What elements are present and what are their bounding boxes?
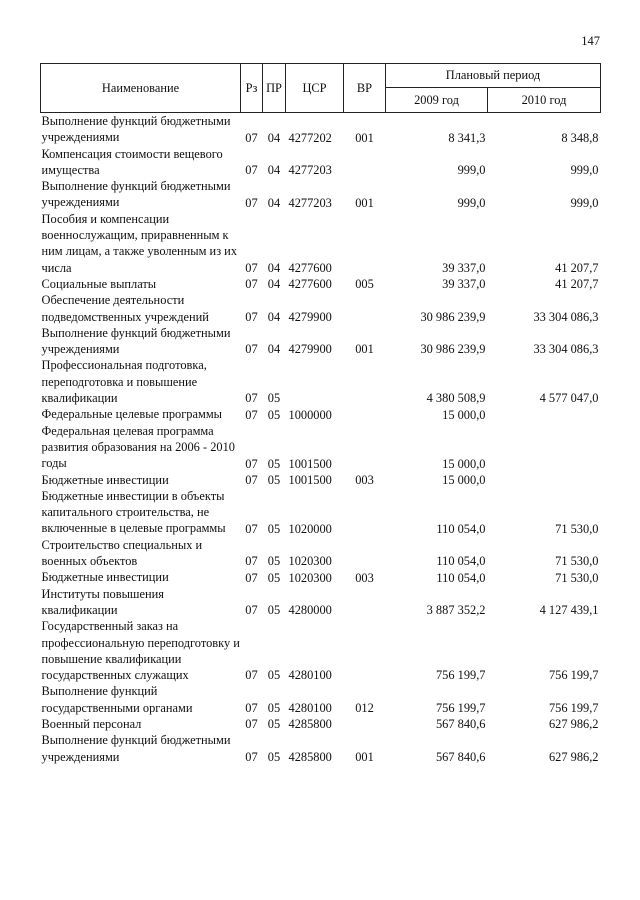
table-row (41, 488, 601, 537)
row-name: Государственный заказ на профессиональную переподготовку и повышение квалификации государственных служащих (41, 619, 240, 683)
header-planned-period: Плановый период (386, 64, 601, 88)
row-name: Социальные выплаты (41, 276, 157, 291)
row-name: Федеральные целевые программы (41, 407, 223, 422)
row-value-2009: 15 000,0 (442, 407, 486, 422)
header-pr: ПР (263, 64, 286, 113)
row-vr: 003 (355, 472, 374, 487)
row-vr (344, 488, 386, 537)
page-number: 147 (581, 34, 600, 48)
row-rz: 07 (245, 391, 258, 406)
row-name: Бюджетные инвестиции в объекты капитального строительства, не включенные в целевые программы (41, 488, 226, 536)
row-rz: 07 (245, 130, 258, 145)
row-pr: 05 (267, 391, 281, 406)
row-pr: 04 (267, 342, 281, 357)
row-pr: 04 (267, 309, 281, 324)
row-name: Выполнение функций государственными органами (41, 684, 193, 715)
row-value-2010: 41 207,7 (555, 260, 599, 275)
row-value-2010: 71 530,0 (555, 554, 599, 569)
table-row (41, 472, 601, 488)
row-vr (344, 423, 386, 472)
row-rz: 07 (245, 195, 258, 210)
header-rz: Рз (241, 64, 263, 113)
row-rz: 07 (245, 163, 258, 178)
table-row (41, 683, 601, 716)
row-vr (344, 716, 386, 732)
row-pr: 05 (267, 603, 281, 618)
row-csr: 4285800 (288, 717, 332, 732)
row-rz: 07 (245, 407, 258, 422)
row-csr: 4277203 (288, 163, 332, 178)
row-value-2009: 110 054,0 (436, 521, 486, 536)
row-value-2009: 567 840,6 (435, 749, 486, 764)
row-value-2010: 33 304 086,3 (533, 309, 599, 324)
table-row (41, 113, 601, 146)
row-csr: 4277600 (288, 260, 332, 275)
row-pr: 05 (267, 521, 281, 536)
row-name: Выполнение функций бюджетными учреждениями (41, 114, 231, 145)
row-value-2009: 30 986 239,9 (420, 309, 486, 324)
row-csr: 4280100 (288, 700, 332, 715)
row-csr: 4285800 (288, 749, 332, 764)
table-row (41, 406, 601, 422)
row-rz: 07 (245, 570, 258, 585)
row-csr: 4279900 (288, 342, 332, 357)
row-name: Институты повышения квалификации (41, 586, 164, 617)
row-pr: 05 (267, 554, 281, 569)
row-pr: 05 (267, 668, 281, 683)
row-name: Обеспечение деятельности подведомственных учреждений (41, 293, 209, 324)
row-rz: 07 (245, 342, 258, 357)
row-value-2009: 3 887 352,2 (426, 603, 486, 618)
row-value-2009: 110 054,0 (436, 554, 486, 569)
table-row (41, 732, 601, 765)
row-value-2009: 8 341,3 (448, 130, 486, 145)
row-rz: 07 (245, 521, 258, 536)
row-csr: 1020300 (288, 554, 332, 569)
row-value-2010: 41 207,7 (555, 277, 599, 292)
row-name: Бюджетные инвестиции (41, 570, 169, 585)
table-row (41, 569, 601, 585)
row-pr: 05 (267, 717, 281, 732)
row-value-2010: 999,0 (570, 195, 599, 210)
row-value-2010: 71 530,0 (555, 521, 599, 536)
row-vr: 001 (355, 342, 374, 357)
row-csr: 4277203 (288, 195, 332, 210)
row-value-2010: 627 986,2 (548, 717, 599, 732)
row-value-2010: 4 577 047,0 (539, 391, 599, 406)
row-vr: 001 (355, 749, 374, 764)
row-csr: 4279900 (288, 309, 332, 324)
row-rz: 07 (245, 554, 258, 569)
row-name: Выполнение функций бюджетными учреждениями (41, 733, 231, 764)
header-csr: ЦСР (286, 64, 344, 113)
header-name: Наименование (41, 64, 241, 113)
row-value-2009: 15 000,0 (442, 472, 486, 487)
row-vr (344, 618, 386, 683)
row-value-2010 (488, 423, 601, 472)
row-vr (344, 211, 386, 276)
header-vr: ВР (344, 64, 386, 113)
row-pr: 04 (267, 163, 281, 178)
row-vr (344, 146, 386, 179)
row-vr (344, 406, 386, 422)
row-csr: 1020000 (288, 521, 332, 536)
row-pr: 04 (267, 260, 281, 275)
row-name: Пособия и компенсации военнослужащим, приравненным к ним лицам, а также уволенным из их числа (41, 211, 238, 275)
row-vr: 012 (355, 700, 374, 715)
row-csr: 1001500 (288, 456, 332, 471)
row-value-2009: 999,0 (457, 195, 486, 210)
row-value-2009: 39 337,0 (442, 260, 486, 275)
row-pr: 04 (267, 195, 281, 210)
table-row (41, 537, 601, 570)
row-vr (344, 586, 386, 619)
row-csr: 4280100 (288, 668, 332, 683)
table-row (41, 325, 601, 358)
row-value-2009: 39 337,0 (442, 277, 486, 292)
header-year-2009: 2009 год (386, 88, 488, 113)
row-vr (344, 357, 386, 406)
row-value-2009: 110 054,0 (436, 570, 486, 585)
row-vr: 001 (355, 195, 374, 210)
row-name: Федеральная целевая программа развития образования на 2006 - 2010 годы (41, 423, 235, 471)
table-row (41, 423, 601, 472)
row-value-2010: 627 986,2 (548, 749, 599, 764)
row-rz: 07 (245, 668, 258, 683)
row-pr: 05 (267, 570, 281, 585)
row-value-2010: 71 530,0 (555, 570, 599, 585)
row-vr: 005 (355, 277, 374, 292)
row-csr: 4280000 (288, 603, 332, 618)
table-row (41, 146, 601, 179)
budget-table (40, 63, 601, 765)
row-value-2009: 15 000,0 (442, 456, 486, 471)
row-name: Компенсация стоимости вещевого имущества (41, 146, 223, 177)
row-rz: 07 (245, 717, 258, 732)
row-rz: 07 (245, 749, 258, 764)
row-name: Военный персонал (41, 716, 142, 731)
row-value-2009: 999,0 (457, 163, 486, 178)
table-row (41, 586, 601, 619)
row-value-2010: 999,0 (570, 163, 599, 178)
row-name: Профессиональная подготовка, переподготовка и повышение квалификации (41, 358, 207, 406)
row-vr: 003 (355, 570, 374, 585)
row-value-2010: 4 127 439,1 (539, 603, 599, 618)
row-pr: 04 (267, 130, 281, 145)
row-csr: 1001500 (288, 472, 332, 487)
row-value-2010: 33 304 086,3 (533, 342, 599, 357)
header-year-2010: 2010 год (488, 88, 601, 113)
row-value-2009: 756 199,7 (435, 700, 486, 715)
row-rz: 07 (245, 603, 258, 618)
row-rz: 07 (245, 700, 258, 715)
row-value-2010: 756 199,7 (548, 668, 599, 683)
table-row (41, 211, 601, 276)
row-name: Выполнение функций бюджетными учреждениями (41, 325, 231, 357)
row-csr (286, 357, 344, 406)
row-value-2009: 4 380 508,9 (426, 391, 486, 406)
table-row (41, 716, 601, 732)
table-row (41, 292, 601, 325)
row-value-2010: 8 348,8 (561, 130, 599, 145)
table-row (41, 618, 601, 683)
row-csr: 4277202 (288, 130, 332, 145)
table-row (41, 357, 601, 406)
row-name: Выполнение функций бюджетными учреждениями (41, 179, 231, 210)
row-pr: 04 (267, 277, 281, 292)
row-pr: 05 (267, 456, 281, 471)
row-name: Строительство специальных и военных объектов (41, 537, 203, 569)
table-body (41, 113, 601, 765)
row-value-2010 (488, 406, 601, 422)
row-csr: 4277600 (288, 277, 332, 292)
table-row (41, 276, 601, 292)
row-value-2009: 30 986 239,9 (420, 342, 486, 357)
row-value-2010 (488, 472, 601, 488)
row-csr: 1000000 (288, 407, 332, 422)
row-csr: 1020300 (288, 570, 332, 585)
row-pr: 05 (267, 700, 281, 715)
row-vr: 001 (355, 130, 374, 145)
row-rz: 07 (245, 277, 258, 292)
row-value-2010: 756 199,7 (548, 700, 599, 715)
row-value-2009: 756 199,7 (435, 668, 486, 683)
table-header (41, 64, 601, 113)
row-pr: 05 (267, 749, 281, 764)
row-value-2009: 567 840,6 (435, 717, 486, 732)
row-rz: 07 (245, 309, 258, 324)
row-rz: 07 (245, 456, 258, 471)
row-pr: 05 (267, 472, 281, 487)
row-vr (344, 537, 386, 570)
table-row (41, 178, 601, 211)
row-vr (344, 292, 386, 325)
row-rz: 07 (245, 472, 258, 487)
row-name: Бюджетные инвестиции (41, 472, 169, 487)
row-rz: 07 (245, 260, 258, 275)
row-pr: 05 (267, 407, 281, 422)
